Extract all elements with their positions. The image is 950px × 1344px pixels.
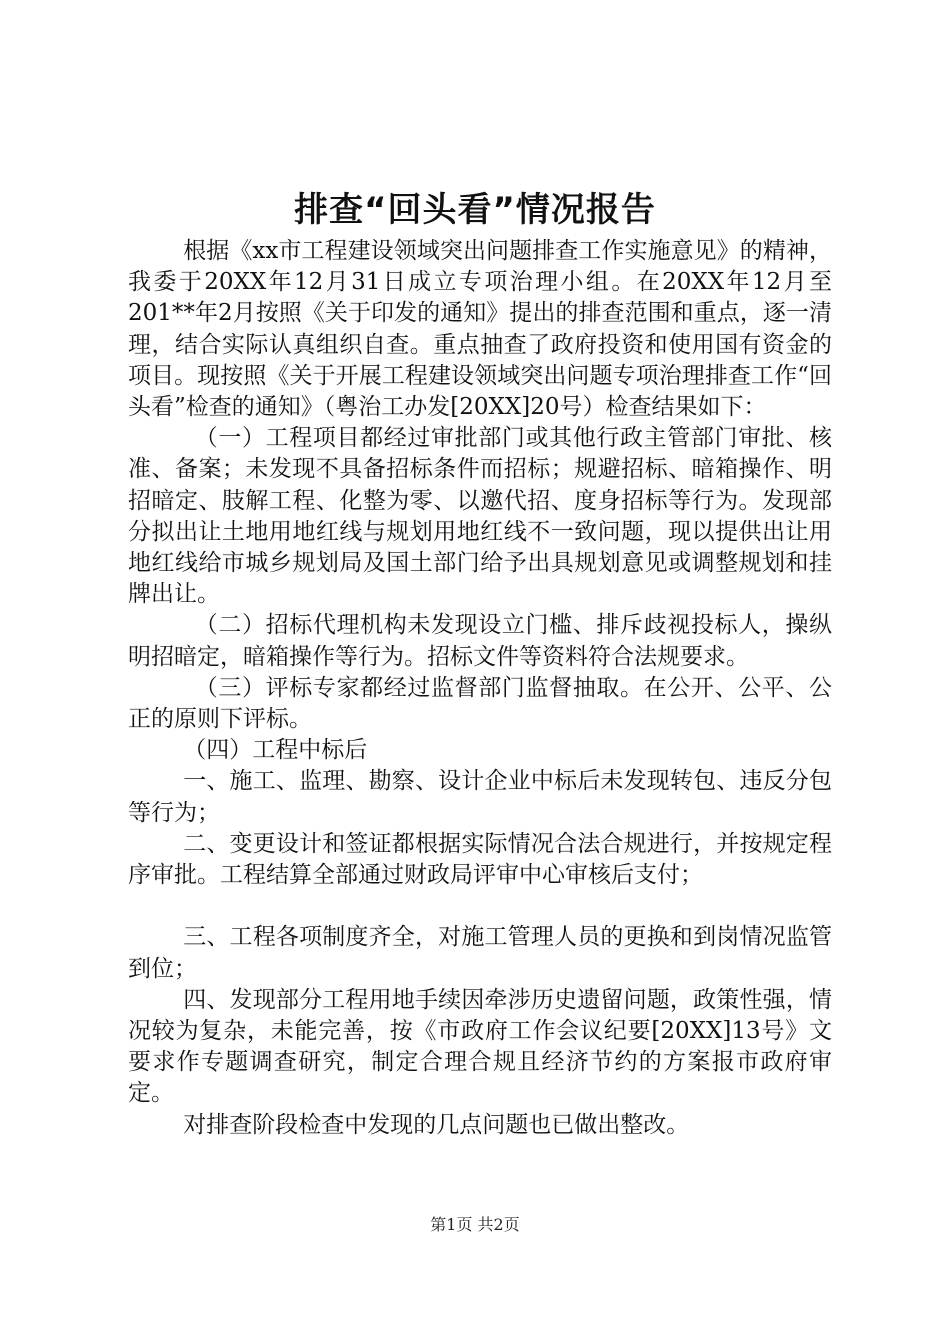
paragraph-item-4: （四）工程中标后 — [183, 737, 368, 764]
paragraph-spacer — [128, 891, 832, 922]
paragraph-conclusion: 对排查阶段检查中发现的几点问题也已做出整改。 — [183, 1111, 690, 1138]
paragraph-item-1: （一）工程项目都经过审批部门或其他行政主管部门审批、核准、备案；未发现不具备招标条件而招标；规避招标、暗箱操作、明招暗定、肢解工程、化整为零、以邀代招、度身招标等行为。发现部分拟出让土地用地红线与规划用地红线不一致问题，现以提供出让用地红线给市城乡规划局及国土部门给予出具规划意见或调整规划和挂牌出让。 — [128, 425, 832, 608]
paragraph-sub-4: 四、发现部分工程用地手续因牵涉历史遗留问题，政策性强，情况较为复杂，未能完善，按《市政府工作会议纪要[20XX]13号》文要求作专题调查研究，制定合理合规且经济节约的方案报市政府审定。 — [128, 986, 832, 1107]
document-body — [128, 236, 832, 1141]
paragraph-sub-2: 二、变更设计和签证都根据实际情况合法合规进行，并按规定程序审批。工程结算全部通过财政局评审中心审核后支付； — [128, 830, 832, 889]
paragraph-intro: 根据《xx市工程建设领域突出问题排查工作实施意见》的精神，我委于20XX年12月31日成立专项治理小组。在20XX年12月至201**年2月按照《关于印发的通知》提出的排查范围和重点，逐一清理，结合实际认真组织自查。重点抽查了政府投资和使用国有资金的项目。现按照《关于开展工程建设领域突出问题专项治理排查工作“回头看”检查的通知》（粤治工办发[20XX]20号）检查结果如下： — [128, 238, 832, 421]
paragraph-item-2: （二）招标代理机构未发现设立门槛、排斥歧视投标人，操纵明招暗定，暗箱操作等行为。招标文件等资料符合法规要求。 — [128, 612, 832, 670]
paragraph-sub-3: 三、工程各项制度齐全，对施工管理人员的更换和到岗情况监管到位； — [128, 924, 832, 982]
document-title: 排查“回头看”情况报告 — [294, 190, 656, 230]
paragraph-item-3: （三）评标专家都经过监督部门监督抽取。在公开、公平、公正的原则下评标。 — [128, 674, 832, 733]
page-number-footer: 第1页 共2页 — [430, 1215, 520, 1234]
paragraph-sub-1: 一、施工、监理、勘察、设计企业中标后未发现转包、违反分包等行为； — [128, 768, 832, 826]
